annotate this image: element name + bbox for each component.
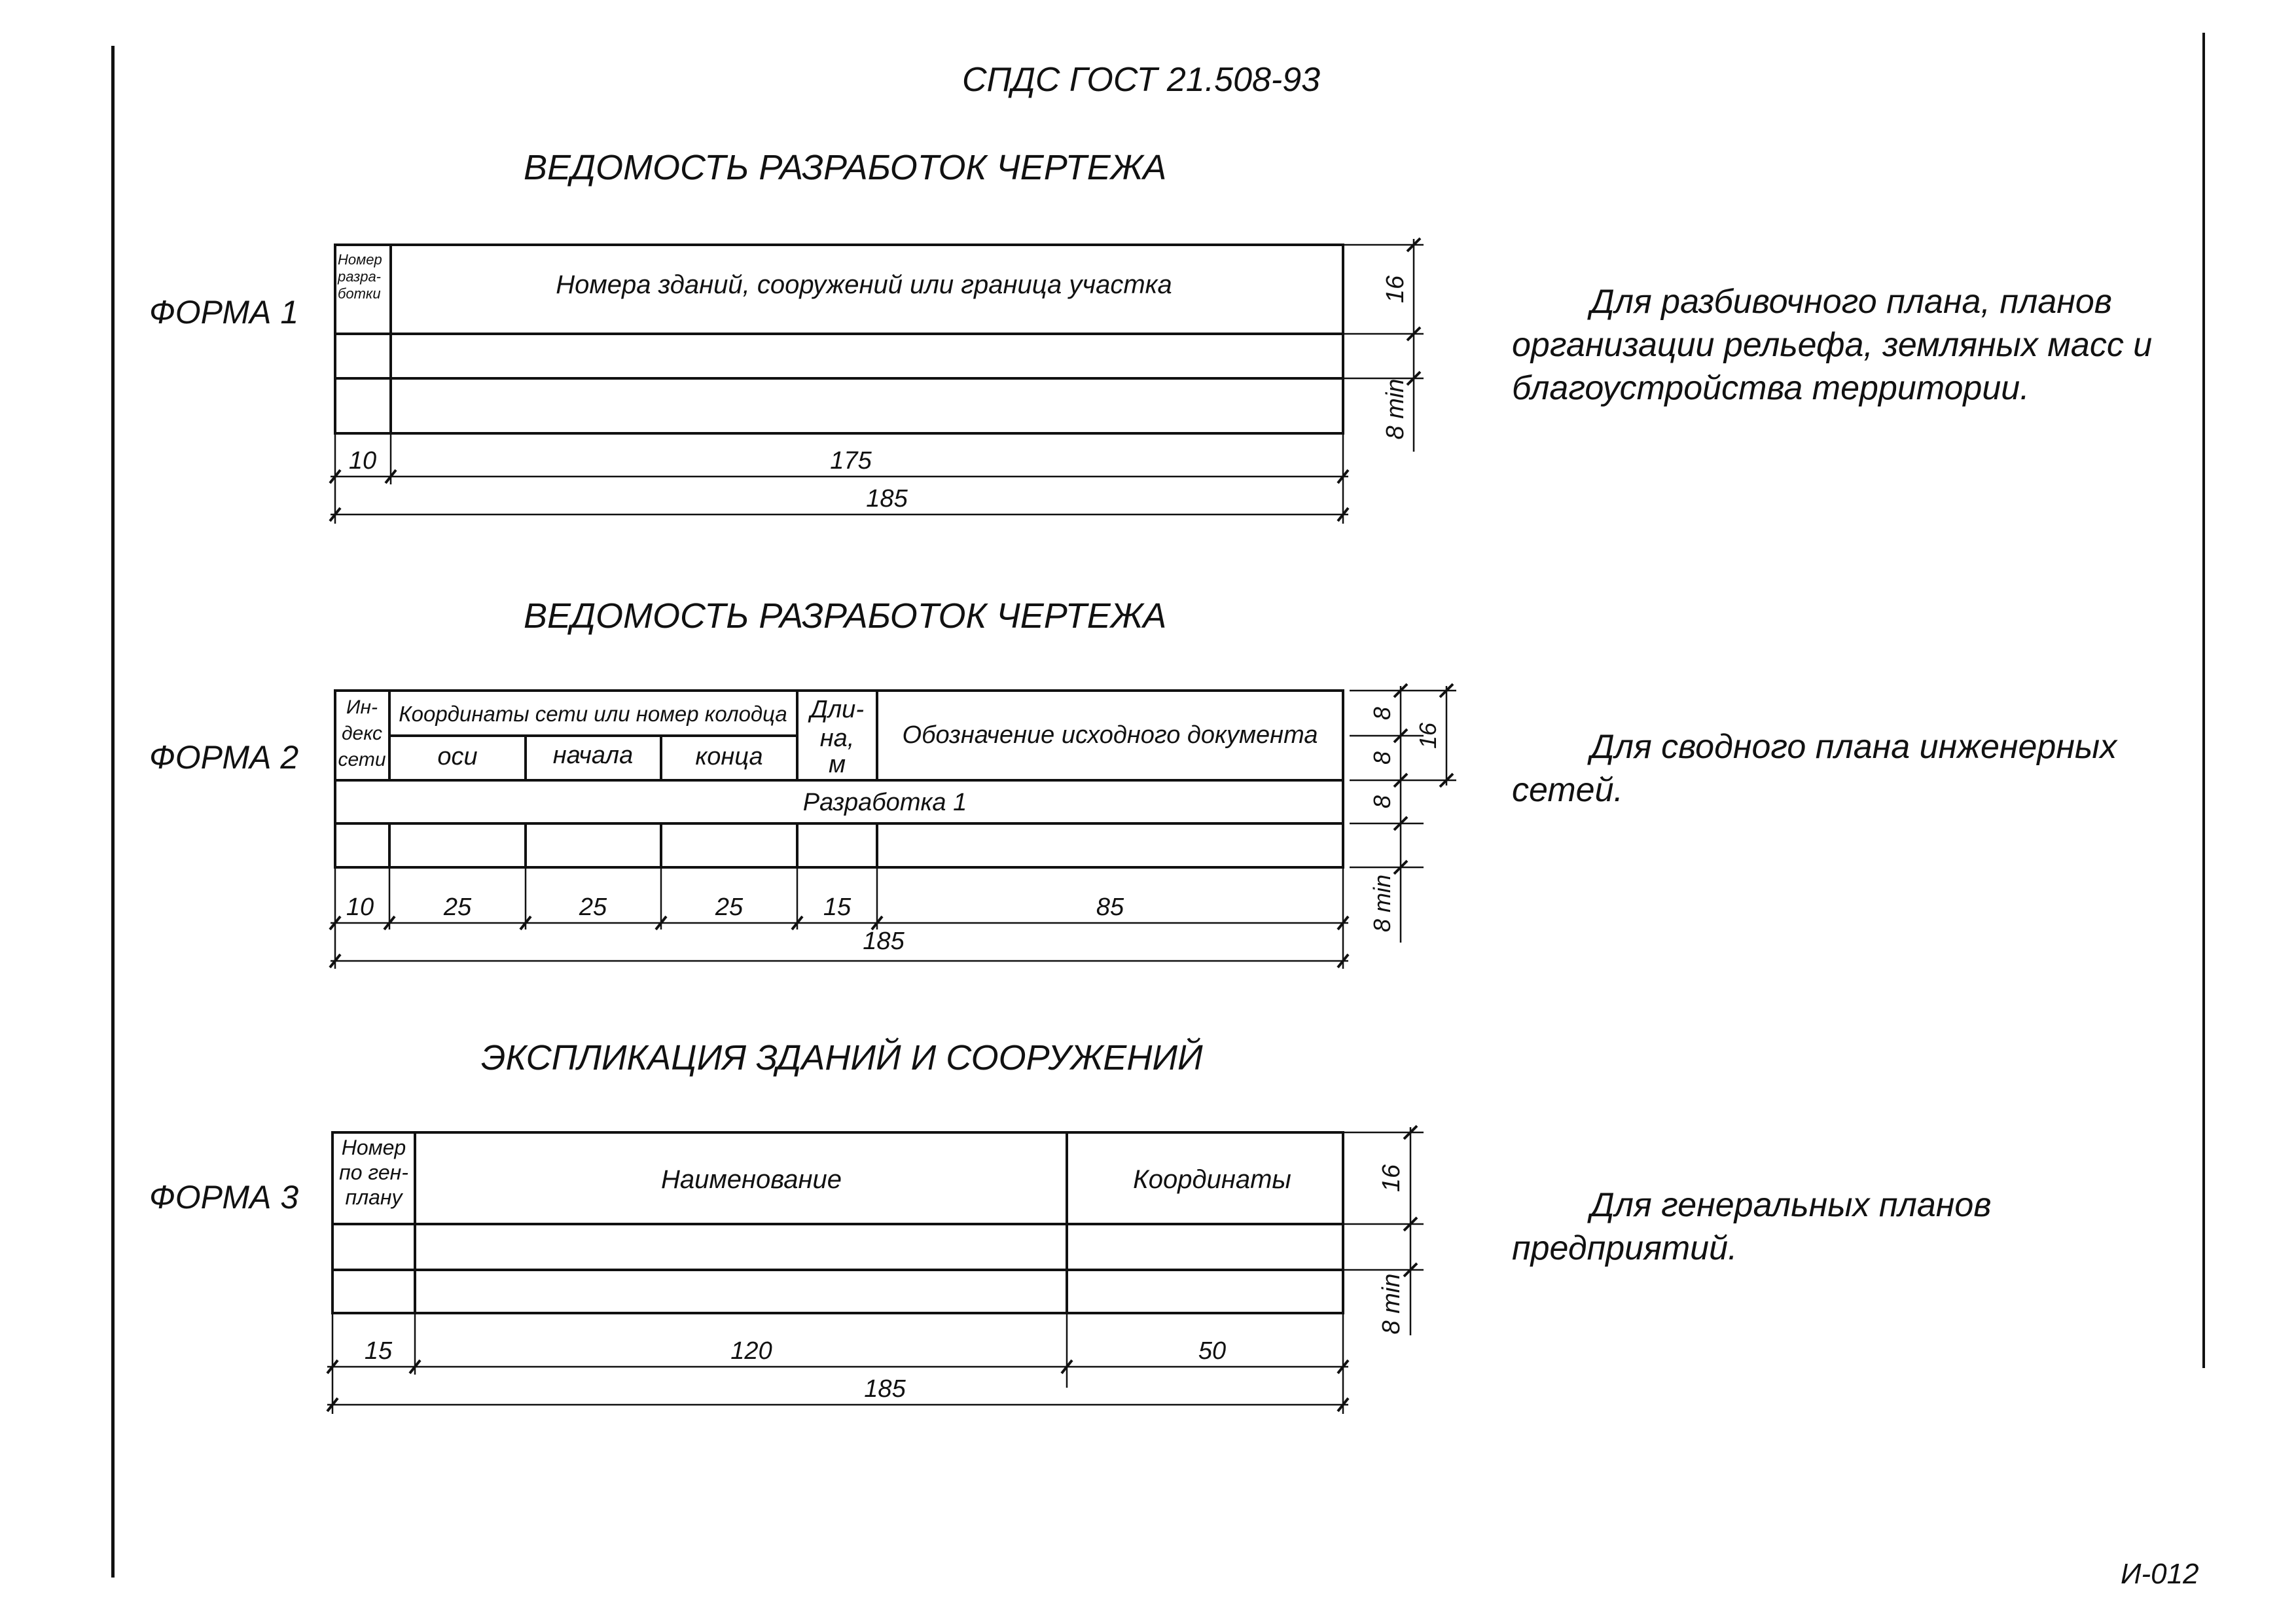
form3-note: Для генеральных планов предприятий. bbox=[1512, 1186, 1992, 1267]
form3-dim-120: 120 bbox=[730, 1337, 772, 1365]
standard-header: СПДС ГОСТ 21.508-93 bbox=[962, 61, 1321, 99]
form2-index-header-l3: сети bbox=[338, 749, 386, 770]
form3-col3-header: Координаты bbox=[1133, 1165, 1291, 1194]
form3-dim-8min: 8 min bbox=[1378, 1273, 1405, 1335]
form2-label: ФОРМА 2 bbox=[149, 739, 299, 776]
form2-index-header-l1: Ин- bbox=[346, 696, 378, 718]
form1-dim-16: 16 bbox=[1382, 275, 1409, 304]
form3-col1-header-l1: Номер bbox=[341, 1136, 406, 1159]
form1-dim-10: 10 bbox=[348, 447, 377, 475]
form3-col1-header-l2: по ген- bbox=[339, 1161, 408, 1184]
form2-index-header-l2: декс bbox=[341, 723, 383, 744]
form2-dim-185: 185 bbox=[863, 928, 905, 955]
form2-sub-axis: оси bbox=[437, 743, 478, 770]
form2-title: ВЕДОМОСТЬ РАЗРАБОТОК ЧЕРТЕЖА bbox=[524, 596, 1167, 636]
form3-col1-header-l3: плану bbox=[345, 1185, 403, 1209]
form2-dim-8a: 8 bbox=[1369, 706, 1395, 721]
form3-dim-185: 185 bbox=[864, 1375, 906, 1403]
form2-dim-8c: 8 bbox=[1369, 795, 1395, 809]
form2-dim-8b: 8 bbox=[1369, 751, 1395, 765]
form3-dim-16: 16 bbox=[1378, 1164, 1405, 1193]
form1-col1-header-l3: ботки bbox=[338, 285, 381, 302]
form2-section-row: Разработка 1 bbox=[802, 789, 967, 816]
form2-doc-header: Обозначение исходного документа bbox=[902, 721, 1318, 749]
form1-title: ВЕДОМОСТЬ РАЗРАБОТОК ЧЕРТЕЖА bbox=[524, 148, 1167, 187]
form2-dim-25a: 25 bbox=[443, 893, 472, 921]
form1-label: ФОРМА 1 bbox=[149, 294, 299, 331]
form2-length-header-l1: Дли- bbox=[810, 696, 864, 723]
form1-dim-185: 185 bbox=[866, 485, 908, 513]
form3-title: ЭКСПЛИКАЦИЯ ЗДАНИЙ И СООРУЖЕНИЙ bbox=[481, 1038, 1203, 1077]
form2-length-header-l3: м bbox=[828, 751, 846, 778]
form3-dim-15: 15 bbox=[364, 1337, 393, 1365]
form2-dim-10: 10 bbox=[346, 893, 374, 921]
form2-dim-15: 15 bbox=[823, 893, 852, 921]
form2-coords-header: Координаты сети или номер колодца bbox=[399, 702, 787, 726]
form1-col1-header-l1: Номер bbox=[338, 251, 382, 268]
form2-dim-25c: 25 bbox=[715, 893, 744, 921]
form2-dim-85: 85 bbox=[1096, 893, 1124, 921]
form2-sub-start: начала bbox=[552, 742, 634, 769]
form1-col2-header: Номера зданий, сооружений или граница участка bbox=[556, 270, 1172, 299]
form3-table bbox=[332, 1132, 1343, 1313]
form1-dim-175: 175 bbox=[830, 447, 872, 475]
form1-note: Для разбивочного плана, планов организации рельефа, земляных масс и благоустройства территории. bbox=[1512, 283, 2153, 407]
form2-sub-end: конца bbox=[695, 743, 763, 770]
form1-dim-8min: 8 min bbox=[1382, 378, 1409, 440]
page-number: И-012 bbox=[2121, 1558, 2199, 1590]
form2-note: Для сводного плана инженерных сетей. bbox=[1512, 728, 2117, 809]
form3-col2-header: Наименование bbox=[660, 1165, 842, 1194]
form1-col1-header-l2: разра- bbox=[338, 268, 382, 285]
form2-dim-25b: 25 bbox=[579, 893, 607, 921]
form3-dim-50: 50 bbox=[1198, 1337, 1227, 1365]
form2-dim-16: 16 bbox=[1414, 722, 1441, 749]
form2-dim-8min: 8 min bbox=[1369, 874, 1395, 933]
form3-label: ФОРМА 3 bbox=[149, 1179, 299, 1216]
form2-table bbox=[335, 691, 1343, 867]
form2-length-header-l2: на, bbox=[819, 725, 855, 752]
form1-table bbox=[335, 245, 1343, 433]
